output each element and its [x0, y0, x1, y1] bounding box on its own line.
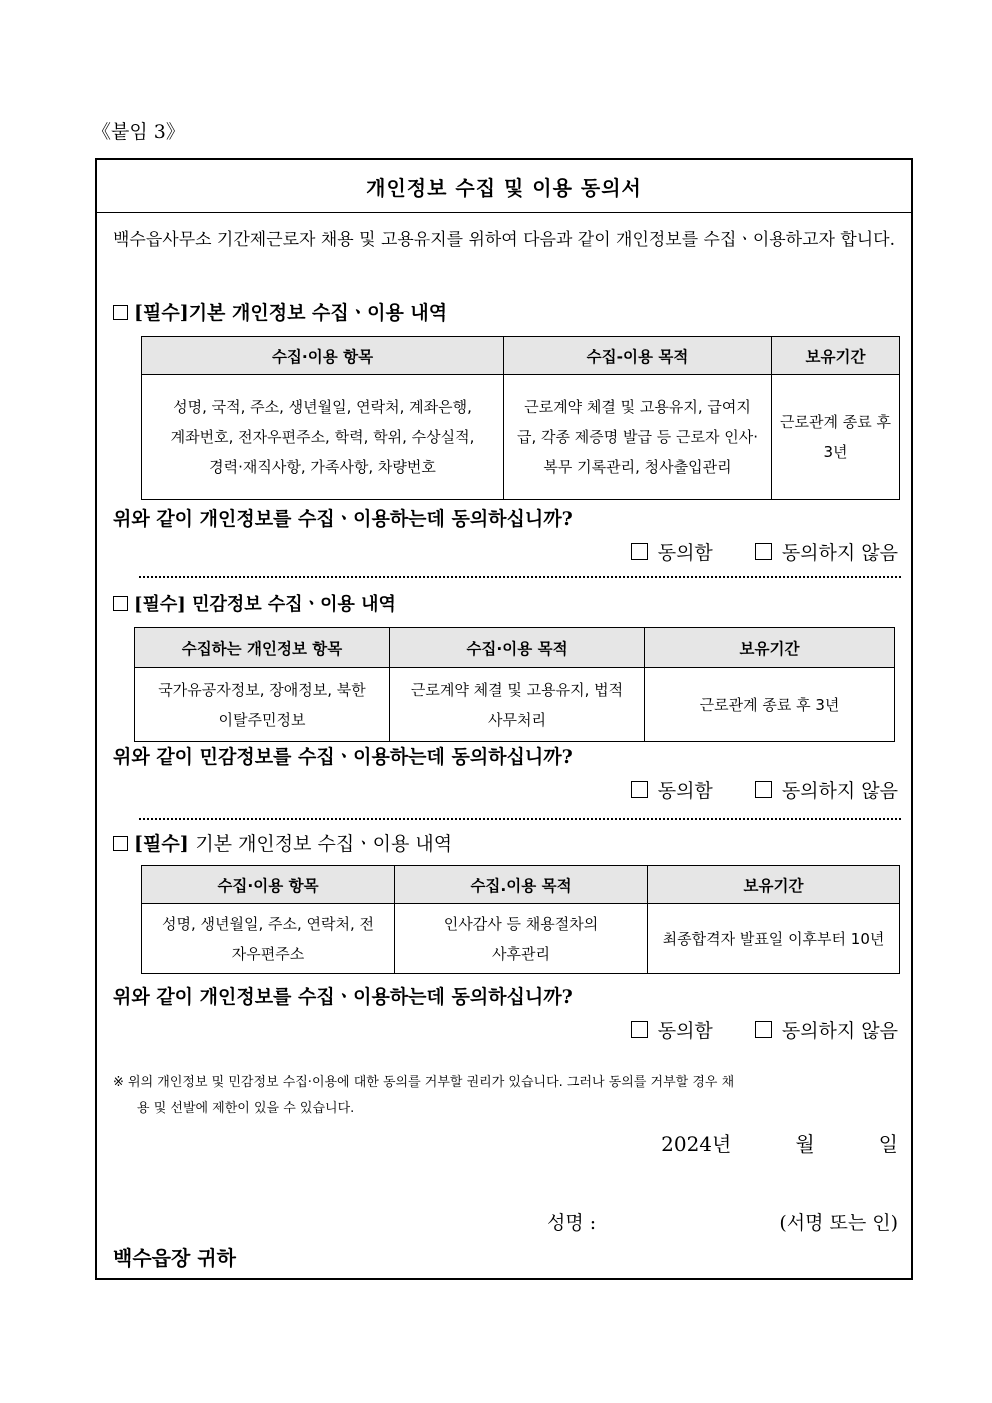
section1-heading: [113, 298, 447, 325]
section1-checkbox[interactable]: [113, 305, 128, 320]
section2-heading: [113, 590, 396, 616]
table-header-row: [142, 866, 900, 904]
section3-disagree-option[interactable]: [755, 1020, 898, 1042]
table-row: [142, 904, 900, 974]
section3-heading: [113, 829, 452, 856]
agree-checkbox[interactable]: [631, 781, 648, 798]
section3-checkbox[interactable]: [113, 836, 128, 851]
addressee: 백수읍장 귀하: [113, 1246, 236, 1270]
refusal-notice: [113, 1070, 899, 1122]
agree-label: 동의함: [657, 780, 713, 802]
section2-heading-prefix: [필수]: [134, 594, 186, 615]
agree-checkbox[interactable]: [631, 543, 648, 560]
table-row: [142, 375, 900, 500]
table-cell: 근로계약 체결 및 고용유지, 법적사무처리: [390, 668, 645, 742]
table-header-cell: 수집-이용 목적: [504, 337, 772, 375]
dotted-divider: [139, 818, 901, 820]
disagree-label: 동의하지 않음: [781, 542, 898, 564]
notice-line: ※ 위의 개인정보 및 민감정보 수집·이용에 대한 동의를 거부할 권리가 있습니다. 그러나 동의를 거부할 경우 채: [113, 1075, 735, 1090]
signature-hint: (서명 또는 인): [779, 1212, 898, 1234]
notice-line: 용 및 선발에 제한이 있을 수 있습니다.: [137, 1101, 355, 1116]
dotted-divider: [139, 576, 901, 578]
date-year: 2024년: [661, 1132, 732, 1156]
table-header-cell: 수집.이용 목적: [395, 866, 648, 904]
signature-label: 성명 :: [547, 1212, 597, 1234]
agree-checkbox[interactable]: [631, 1021, 648, 1038]
disagree-checkbox[interactable]: [755, 543, 772, 560]
section1-heading-text: [필수]기본 개인정보 수집ㆍ이용 내역: [134, 302, 448, 324]
table-header-cell: 수집하는 개인정보 항목: [135, 628, 390, 668]
section1-agree-option[interactable]: [631, 542, 713, 564]
table-header-row: [135, 628, 895, 668]
disagree-checkbox[interactable]: [755, 1021, 772, 1038]
table-header-cell: 수집·이용 항목: [142, 337, 504, 375]
date-line: [661, 1128, 898, 1157]
section2-options: [595, 776, 898, 803]
table-header-cell: 보유기간: [645, 628, 895, 668]
table-cell: 성명, 생년월일, 주소, 연락처, 전자우편주소: [142, 904, 395, 974]
section1-options: [595, 538, 898, 565]
section1-table: [141, 336, 900, 500]
agree-label: 동의함: [657, 1020, 713, 1042]
section2-checkbox[interactable]: [113, 596, 128, 611]
section3-heading-prefix: [필수]: [134, 833, 189, 855]
section3-options: [595, 1016, 898, 1043]
consent-form: [95, 158, 913, 1280]
intro-text: 백수읍사무소 기간제근로자 채용 및 고용유지를 위하여 다음과 같이 개인정보를 수집ㆍ이용하고자 합니다.: [113, 230, 896, 250]
table-cell: 근로관계 종료 후 3년: [645, 668, 895, 742]
section1-disagree-option[interactable]: [755, 542, 898, 564]
section2-heading-text: 민감정보 수집ㆍ이용 내역: [192, 594, 396, 615]
table-cell: 최종합격자 발표일 이후부터 10년: [648, 904, 900, 974]
section3-table: [141, 865, 900, 974]
table-cell: 인사감사 등 채용절차의 사후관리: [395, 904, 648, 974]
table-header-cell: 보유기간: [772, 337, 900, 375]
table-header-cell: 보유기간: [648, 866, 900, 904]
section3-question: 위와 같이 개인정보를 수집ㆍ이용하는데 동의하십니까?: [113, 986, 573, 1008]
date-month: 월: [795, 1132, 815, 1156]
section2-table: [134, 627, 895, 742]
disagree-checkbox[interactable]: [755, 781, 772, 798]
table-row: [135, 668, 895, 742]
section2-agree-option[interactable]: [631, 780, 713, 802]
disagree-label: 동의하지 않음: [781, 780, 898, 802]
table-cell: 근로관계 종료 후 3년: [772, 375, 900, 500]
table-cell: 근로계약 체결 및 고용유지, 급여지급, 각종 제증명 발급 등 근로자 인사·복무 기록관리, 청사출입관리: [504, 375, 772, 500]
table-cell: 성명, 국적, 주소, 생년월일, 연락처, 계좌은행, 계좌번호, 전자우편주소, 학력, 학위, 수상실적, 경력·재직사항, 가족사항, 차량번호: [142, 375, 504, 500]
attachment-label: 《붙임 3》: [92, 121, 185, 143]
table-header-cell: 수집·이용 목적: [390, 628, 645, 668]
section3-heading-text: 기본 개인정보 수집ㆍ이용 내역: [195, 833, 453, 855]
agree-label: 동의함: [657, 542, 713, 564]
table-header-cell: 수집·이용 항목: [142, 866, 395, 904]
section2-disagree-option[interactable]: [755, 780, 898, 802]
disagree-label: 동의하지 않음: [781, 1020, 898, 1042]
section3-agree-option[interactable]: [631, 1020, 713, 1042]
table-header-row: [142, 337, 900, 375]
section2-question: 위와 같이 민감정보를 수집ㆍ이용하는데 동의하십니까?: [113, 746, 573, 768]
section1-question: 위와 같이 개인정보를 수집ㆍ이용하는데 동의하십니까?: [113, 508, 573, 530]
table-cell: 국가유공자정보, 장애정보, 북한이탈주민정보: [135, 668, 390, 742]
date-day: 일: [878, 1132, 898, 1156]
form-title: 개인정보 수집 및 이용 동의서: [97, 160, 911, 213]
